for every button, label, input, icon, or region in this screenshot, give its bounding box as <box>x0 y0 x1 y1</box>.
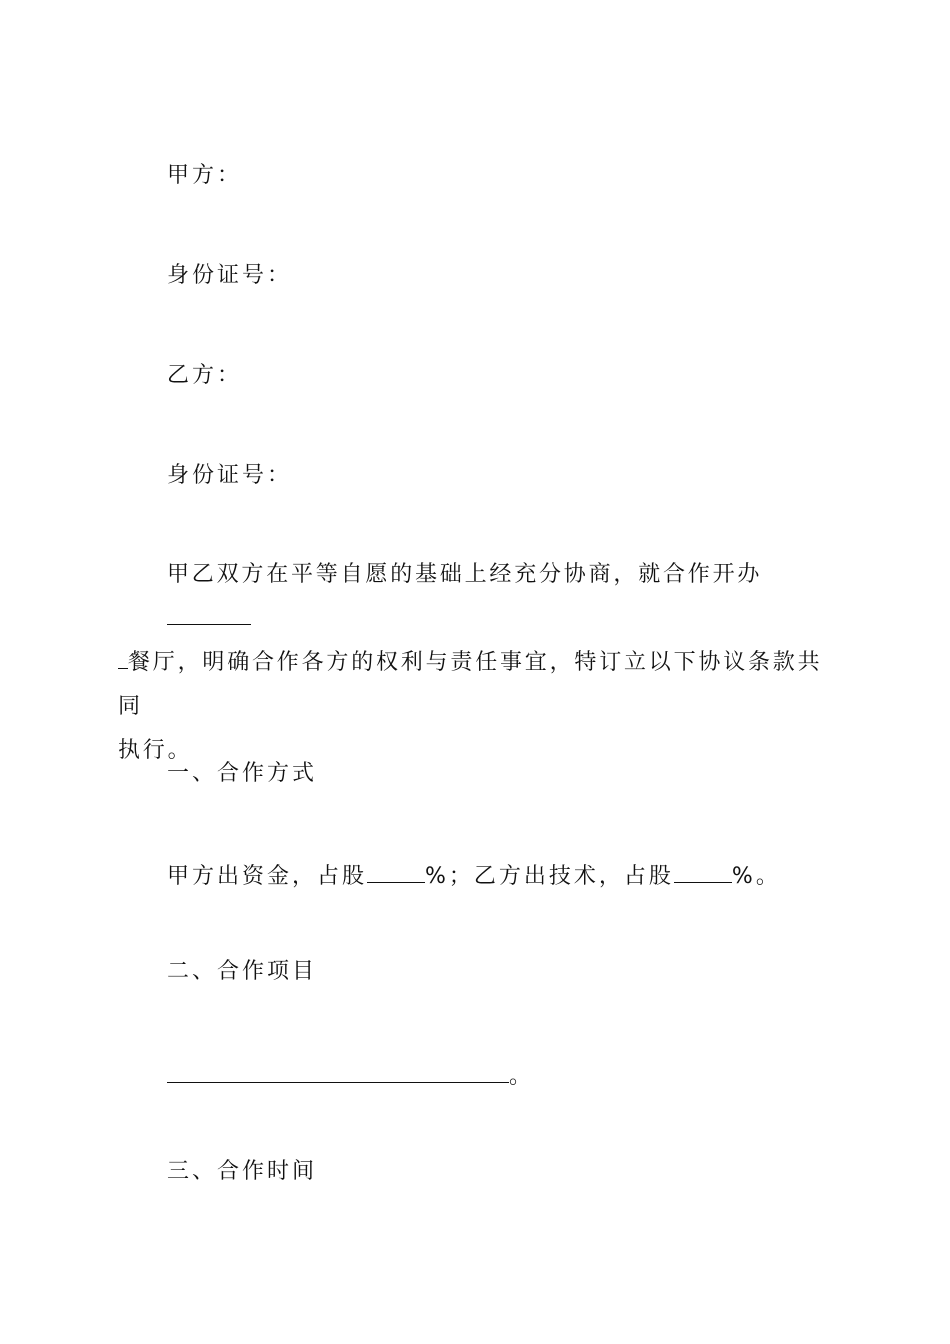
intro-line-1-text: 甲乙双方在平等自愿的基础上经充分协商，就合作开办 <box>167 562 763 587</box>
intro-line-2-text: 餐厅，明确合作各方的权利与责任事宜，特订立以下协议条款共同 <box>118 650 823 719</box>
section-2-heading: 二、合作项目 <box>167 959 318 984</box>
project-suffix: 。 <box>509 1064 535 1089</box>
intro-paragraph <box>118 553 836 773</box>
restaurant-name-blank <box>167 602 251 625</box>
party-a-id-label: 身份证号： <box>167 263 293 288</box>
party-b-share-blank <box>674 860 732 883</box>
share-prefix: 甲方出资金，占股 <box>167 864 368 889</box>
intro-line-3: 执行。 <box>118 738 193 763</box>
intro-line-1 <box>118 553 836 641</box>
party-a-share-blank <box>367 860 425 883</box>
intro-line-2 <box>118 641 836 729</box>
section-3-heading: 三、合作时间 <box>167 1159 318 1184</box>
party-b-label: 乙方： <box>167 363 243 388</box>
project-blank <box>167 1060 509 1083</box>
project-line <box>167 1060 534 1091</box>
share-line <box>167 860 781 891</box>
share-mid: %；乙方出技术，占股 <box>425 864 674 889</box>
party-b-id-label: 身份证号： <box>167 463 293 488</box>
share-suffix: %。 <box>731 864 781 889</box>
section-1-heading: 一、合作方式 <box>167 761 318 786</box>
party-a-label: 甲方： <box>167 163 243 188</box>
restaurant-name-blank-cont <box>118 646 128 669</box>
